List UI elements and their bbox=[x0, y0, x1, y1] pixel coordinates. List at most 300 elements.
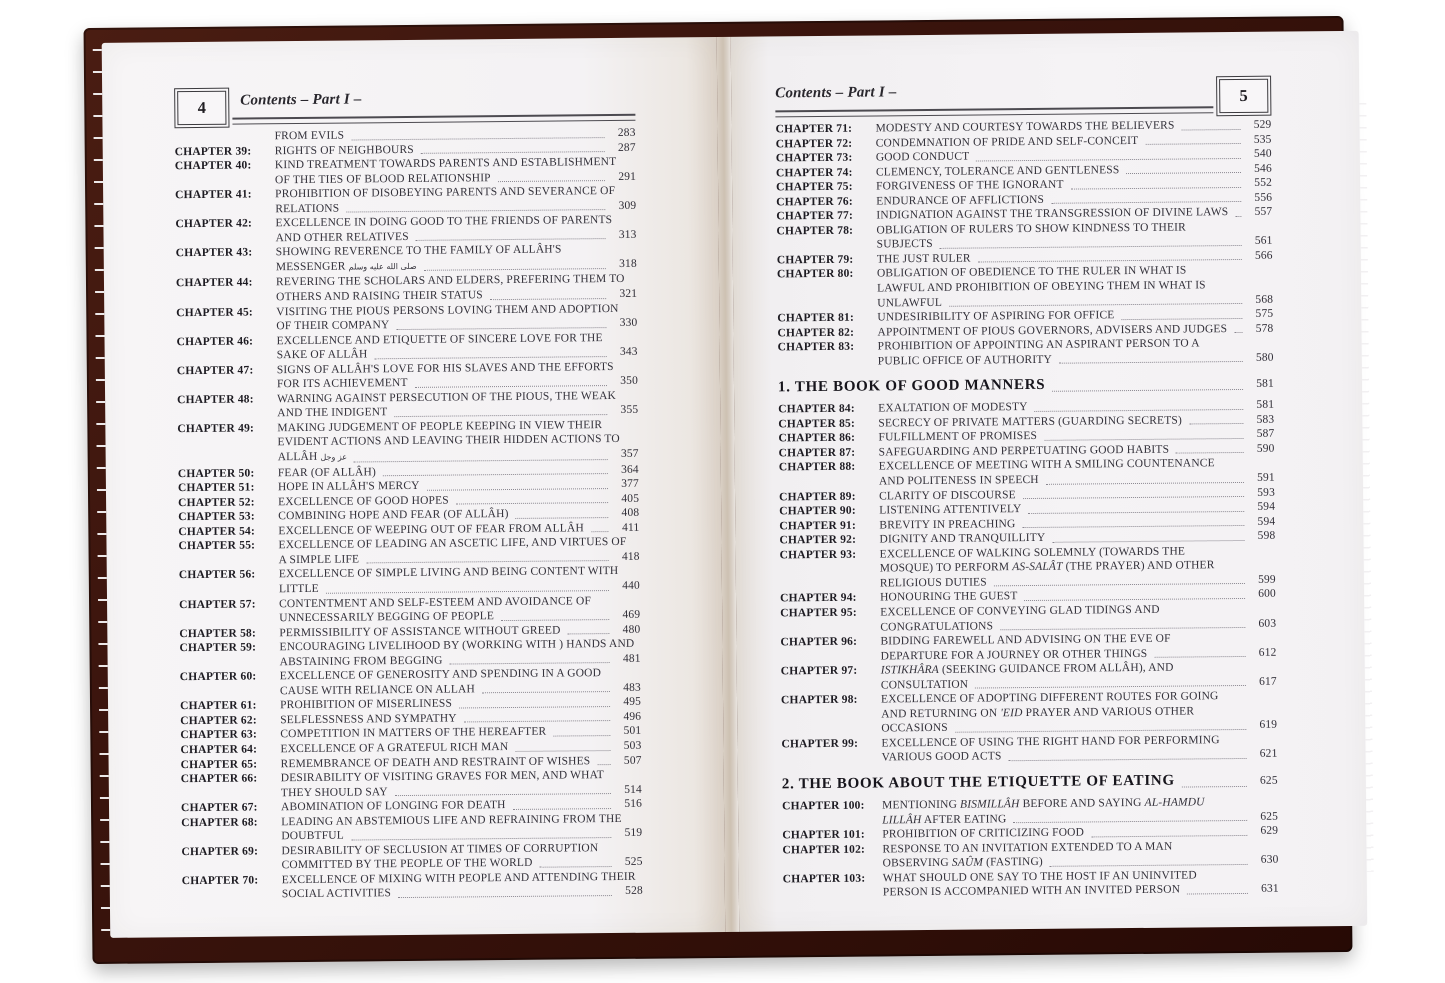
page-ref: 629 bbox=[1260, 824, 1279, 837]
chapter-label: CHAPTER 99: bbox=[781, 737, 859, 751]
dot-leader bbox=[1008, 747, 1246, 761]
toc-line-text: DIGNITY AND TRANQUILLITY bbox=[879, 532, 1046, 546]
page-ref: 552 bbox=[1254, 176, 1273, 190]
toc-entry-body bbox=[880, 602, 1276, 635]
chapter-label: CHAPTER 41: bbox=[175, 188, 252, 202]
toc-entry bbox=[177, 389, 638, 423]
toc-line-text: LITTLE bbox=[278, 582, 319, 596]
chapter-label: CHAPTER 47: bbox=[176, 364, 254, 377]
toc-entry bbox=[776, 219, 1272, 253]
toc-entry-body bbox=[879, 456, 1275, 489]
dot-leader bbox=[1022, 515, 1244, 529]
toc-entry bbox=[176, 301, 637, 335]
chapter-label: CHAPTER 53: bbox=[178, 510, 255, 524]
chapter-label: CHAPTER 58: bbox=[179, 627, 257, 640]
chapter-label: CHAPTER 56: bbox=[178, 568, 256, 582]
page-right bbox=[731, 31, 1367, 932]
toc-entry-body bbox=[281, 841, 642, 874]
toc-line-text: RESPONSE TO AN INVITATION EXTENDED TO A MAN bbox=[882, 840, 1173, 856]
page-ref: 357 bbox=[620, 447, 639, 460]
page-ref: 377 bbox=[621, 477, 639, 491]
page-ref: 418 bbox=[621, 550, 640, 563]
dot-leader bbox=[396, 316, 606, 330]
chapter-label: CHAPTER 73: bbox=[775, 151, 853, 165]
toc-line-text: BIDDING FAREWELL AND ADVISING ON THE EVE OF bbox=[880, 632, 1171, 648]
toc-entry-body bbox=[277, 418, 638, 466]
toc-line-text: FROM EVILS bbox=[274, 129, 345, 143]
toc-entry bbox=[781, 733, 1277, 767]
dot-leader bbox=[976, 147, 1241, 161]
toc-entry bbox=[779, 456, 1275, 490]
toc-entry-body bbox=[280, 666, 641, 699]
toc-line-text: ENCOURAGING LIVELIHOOD BY (WORKING WITH ) HANDS AND bbox=[279, 637, 635, 654]
toc-entry bbox=[181, 841, 642, 875]
page-number-box-left bbox=[174, 88, 229, 129]
toc-line-text: EVIDENT ACTIONS AND LEAVING THEIR HIDDEN ACTIONS TO bbox=[277, 433, 620, 449]
toc-entry bbox=[175, 184, 636, 218]
toc-entry bbox=[781, 689, 1277, 737]
dot-leader bbox=[1121, 307, 1242, 320]
toc-line-text: A SIMPLE LIFE bbox=[278, 553, 360, 567]
toc-line-text: MAKING JUDGEMENT OF PEOPLE KEEPING IN VIEW THEIR bbox=[277, 419, 603, 435]
dot-leader bbox=[567, 623, 609, 635]
toc-line-text: EXCELLENCE OF WALKING SOLEMNLY (TOWARDS THE bbox=[879, 545, 1186, 561]
dot-leader bbox=[398, 884, 612, 898]
toc-entry bbox=[179, 637, 640, 671]
toc-line-text: OBSERVING SAÛM (FASTING) bbox=[882, 856, 1043, 870]
toc-entry-body bbox=[277, 389, 638, 422]
chapter-label: CHAPTER 64: bbox=[180, 743, 258, 757]
toc-line-text: HOPE IN ALLÂH'S MERCY bbox=[277, 479, 420, 494]
page-ref: 617 bbox=[1258, 675, 1277, 688]
toc-line-text: EXALTATION OF MODESTY bbox=[878, 401, 1028, 415]
dot-leader bbox=[366, 550, 609, 564]
dot-leader bbox=[1024, 587, 1245, 601]
dot-leader bbox=[351, 826, 612, 840]
toc-line-text: PERSON IS ACCOMPANIED WITH AN INVITED PERSON bbox=[882, 883, 1181, 899]
running-header-right: Contents – Part I – bbox=[775, 84, 897, 102]
toc-line-text: BREVITY IN PREACHING bbox=[879, 517, 1016, 532]
toc-line-text: RIGHTS OF NEIGHBOURS bbox=[274, 143, 414, 157]
toc-line-text: RELIGIOUS DUTIES bbox=[879, 576, 987, 590]
chapter-label: CHAPTER 63: bbox=[180, 728, 258, 742]
chapter-label: CHAPTER 87: bbox=[778, 446, 856, 460]
toc-line-text: COMBINING HOPE AND FEAR (OF ALLÂH) bbox=[278, 508, 509, 523]
chapter-label: CHAPTER 98: bbox=[780, 693, 858, 707]
toc-entry-body bbox=[276, 242, 637, 276]
toc-line-text: OTHERS AND RAISING THEIR STATUS bbox=[276, 289, 483, 304]
dot-leader bbox=[1046, 471, 1244, 484]
dot-leader bbox=[421, 141, 605, 154]
toc-line-text: EXCELLENCE OF A GRATEFUL RICH MAN bbox=[280, 740, 509, 756]
toc-line-text: HONOURING THE GUEST bbox=[879, 590, 1018, 604]
toc-entry bbox=[783, 867, 1279, 901]
toc-line-text: EXCELLENCE OF USING THE RIGHT HAND FOR PERFORMING bbox=[881, 734, 1220, 750]
running-header-left: Contents – Part I – bbox=[240, 91, 362, 109]
chapter-label: CHAPTER 95: bbox=[780, 606, 857, 620]
chapter-label: CHAPTER 62: bbox=[180, 714, 257, 728]
toc-entry-body bbox=[278, 535, 639, 568]
dot-leader bbox=[1028, 500, 1244, 514]
dot-leader bbox=[464, 710, 611, 723]
toc-line bbox=[282, 884, 643, 902]
toc-line-text: RELATIONS bbox=[275, 202, 340, 215]
dot-leader bbox=[955, 718, 1246, 732]
page-ref: 580 bbox=[1255, 351, 1274, 364]
toc-entry-body bbox=[880, 631, 1276, 664]
toc-line-text: UNNECESSARILY BEGGING OF PEOPLE bbox=[279, 610, 495, 625]
toc-line-text: DESIRABILITY OF VISITING GRAVES FOR MEN, AND WHAT bbox=[280, 769, 604, 785]
dot-leader bbox=[482, 681, 610, 694]
page-ref: 546 bbox=[1254, 162, 1272, 175]
page-ref: 525 bbox=[624, 856, 643, 869]
dot-leader bbox=[591, 521, 609, 533]
toc-line-text: CONDEMNATION OF PRIDE AND SELF-CONCEIT bbox=[875, 134, 1139, 150]
toc-entry bbox=[181, 811, 642, 845]
toc-line-text: SAKE OF ALLÂH bbox=[276, 348, 368, 362]
page-ref: 587 bbox=[1256, 428, 1275, 441]
page-ref: 405 bbox=[621, 492, 640, 505]
dot-leader bbox=[994, 573, 1245, 587]
toc-line-text: REMEMBRANCE OF DEATH AND RESTRAINT OF WISHES bbox=[280, 754, 591, 770]
page-number-right: 5 bbox=[1239, 85, 1248, 105]
toc-line-text: THE JUST RULER bbox=[876, 252, 971, 266]
chapter-label: CHAPTER 57: bbox=[179, 597, 256, 611]
toc-line-text: WARNING AGAINST PERSECUTION OF THE PIOUS, THE WEAK bbox=[277, 389, 617, 406]
toc-entry-body bbox=[276, 301, 637, 334]
arabic-honorific: صلى الله عليه وسلم bbox=[348, 261, 417, 272]
page-ref: 408 bbox=[621, 506, 640, 520]
chapter-label: CHAPTER 92: bbox=[779, 533, 857, 547]
toc-line-text: CAUSE WITH RELIANCE ON ALLAH bbox=[279, 683, 475, 697]
toc-entry-body bbox=[878, 336, 1274, 369]
toc-entry-body bbox=[279, 564, 640, 597]
toc-line-text: ENDURANCE OF AFFLICTIONS bbox=[876, 193, 1045, 208]
table-of-contents-right bbox=[775, 118, 1278, 902]
toc-entry bbox=[778, 336, 1274, 370]
toc-line-text: SELFLESSNESS AND SYMPATHY bbox=[280, 712, 457, 727]
page-ref: 519 bbox=[624, 826, 643, 840]
chapter-label: CHAPTER 69: bbox=[181, 845, 259, 858]
toc-entry bbox=[782, 838, 1278, 872]
toc-line-text: SECRECY OF PRIVATE MATTERS (GUARDING SECRETS) bbox=[878, 414, 1182, 430]
toc-line-text: AND POLITENESS IN SPEECH bbox=[878, 473, 1039, 488]
dot-leader bbox=[351, 126, 605, 140]
page-ref: 495 bbox=[623, 696, 642, 709]
dot-leader bbox=[394, 403, 607, 417]
toc-entry-body bbox=[277, 360, 638, 393]
toc-entry bbox=[181, 768, 642, 802]
page-ref: 503 bbox=[623, 739, 642, 752]
toc-entry-body bbox=[276, 330, 637, 363]
chapter-label: CHAPTER 39: bbox=[174, 145, 252, 158]
chapter-label: CHAPTER 55: bbox=[178, 539, 256, 553]
chapter-label: CHAPTER 102: bbox=[782, 843, 866, 857]
page-ref: 309 bbox=[618, 199, 637, 212]
toc-line-text: ABSTAINING FROM BEGGING bbox=[279, 654, 443, 668]
toc-entry-body bbox=[881, 689, 1277, 736]
toc-line-text: COMPETITION IN MATTERS OF THE HEREAFTER bbox=[280, 726, 547, 741]
chapter-label: CHAPTER 83: bbox=[777, 340, 855, 354]
toc-line-text: PROHIBITION OF DISOBEYING PARENTS AND SEVERANCE OF bbox=[275, 185, 616, 201]
chapter-label: CHAPTER 103: bbox=[782, 872, 866, 886]
toc-entry bbox=[176, 242, 637, 277]
toc-entry bbox=[175, 155, 636, 189]
chapter-label: CHAPTER 67: bbox=[180, 801, 258, 815]
header-rule-left bbox=[232, 114, 635, 125]
chapter-label: CHAPTER 82: bbox=[777, 326, 855, 340]
toc-line-text: COMMITTED BY THE PEOPLE OF THE WORLD bbox=[281, 857, 533, 872]
dot-leader bbox=[1189, 413, 1243, 425]
chapter-label: CHAPTER 85: bbox=[778, 417, 856, 431]
toc-entry bbox=[781, 660, 1277, 694]
toc-line-text: CONSULTATION bbox=[880, 678, 969, 692]
toc-line-text: SAFEGUARDING AND PERPETUATING GOOD HABITS bbox=[878, 443, 1170, 459]
toc-line-text: CLARITY OF DISCOURSE bbox=[879, 488, 1016, 503]
toc-line-text: AND RETURNING ON 'EID PRAYER AND VARIOUS OTHER bbox=[881, 705, 1195, 721]
dot-leader bbox=[515, 506, 608, 518]
toc-line-text: SUBJECTS bbox=[876, 238, 933, 251]
toc-line-text: MENTIONING BISMILLÂH BEFORE AND SAYING AL-HAMDU bbox=[881, 796, 1205, 812]
chapter-label: CHAPTER 54: bbox=[178, 525, 256, 538]
toc-entry bbox=[780, 631, 1276, 665]
section-title: 2. THE BOOK ABOUT THE ETIQUETTE OF EATING bbox=[781, 772, 1175, 793]
toc-entry-body bbox=[281, 768, 642, 801]
page-number-left: 4 bbox=[197, 97, 207, 117]
page-ref: 581 bbox=[1256, 377, 1274, 391]
page-ref: 625 bbox=[1259, 774, 1278, 787]
toc-line-text: VISITING THE PIOUS PERSONS LOVING THEM AND ADOPTION bbox=[276, 302, 619, 318]
page-ref: 594 bbox=[1257, 515, 1276, 528]
dot-leader bbox=[424, 257, 606, 271]
page-ref: 557 bbox=[1254, 205, 1273, 219]
chapter-label: CHAPTER 90: bbox=[779, 504, 856, 518]
chapter-label: CHAPTER 76: bbox=[776, 195, 853, 209]
page-ref: 593 bbox=[1257, 486, 1275, 499]
dot-leader bbox=[1013, 809, 1247, 823]
dot-leader bbox=[553, 724, 610, 736]
toc-entry-body bbox=[882, 838, 1278, 871]
toc-line-text: EXCELLENCE IN DOING GOOD TO THE FRIENDS OF PARENTS bbox=[275, 214, 613, 230]
page-ref: 594 bbox=[1257, 500, 1276, 513]
chapter-label: CHAPTER 96: bbox=[780, 635, 858, 649]
toc-entry-body bbox=[877, 263, 1273, 310]
toc-entry-body bbox=[276, 272, 637, 305]
chapter-label: CHAPTER 91: bbox=[779, 519, 857, 533]
page-ref: 599 bbox=[1258, 573, 1276, 586]
toc-line-text: OBLIGATION OF RULERS TO SHOW KINDNESS TO THEIR bbox=[876, 221, 1186, 237]
toc-line-text: SHOWING REVERENCE TO THE FAMILY OF ALLÂH'S bbox=[275, 243, 562, 259]
chapter-label: CHAPTER 52: bbox=[178, 496, 255, 509]
chapter-label: CHAPTER 44: bbox=[175, 276, 253, 290]
dot-leader bbox=[326, 579, 609, 593]
chapter-label: CHAPTER 50: bbox=[177, 467, 255, 480]
toc-line-text: EXCELLENCE OF GOOD HOPES bbox=[278, 494, 449, 508]
toc-line-text: UNLAWFUL bbox=[877, 296, 943, 310]
toc-entry-body bbox=[881, 660, 1277, 693]
page-header-left bbox=[174, 84, 635, 128]
toc-entry bbox=[175, 213, 636, 247]
toc-line-text: AND OTHER RELATIVES bbox=[275, 230, 409, 245]
page-ref: 514 bbox=[624, 783, 642, 796]
chapter-label: CHAPTER 42: bbox=[175, 217, 253, 231]
chapter-label: CHAPTER 66: bbox=[180, 772, 258, 786]
toc-line-text: MESSENGER صلى الله عليه وسلم bbox=[275, 260, 417, 274]
toc-line-text: CLEMENCY, TOLERANCE AND GENTLENESS bbox=[875, 163, 1120, 179]
toc-line-text: VARIOUS GOOD ACTS bbox=[881, 750, 1002, 764]
toc-entry-body bbox=[279, 637, 640, 670]
chapter-label: CHAPTER 77: bbox=[776, 209, 854, 223]
dot-leader bbox=[1126, 162, 1241, 175]
toc-line-text: WHAT SHOULD ONE SAY TO THE HOST IF AN UNINVITED bbox=[882, 869, 1197, 885]
dot-leader bbox=[1050, 853, 1248, 866]
page-ref: 291 bbox=[618, 170, 637, 183]
toc-line-text: ABOMINATION OF LONGING FOR DEATH bbox=[280, 799, 506, 814]
dot-leader bbox=[1052, 374, 1243, 392]
chapter-label: CHAPTER 48: bbox=[177, 393, 254, 407]
toc-line bbox=[878, 350, 1274, 368]
toc-entry-body bbox=[882, 795, 1278, 828]
page-ref: 578 bbox=[1255, 322, 1274, 335]
toc-line-text: PROHIBITION OF MISERLINESS bbox=[279, 697, 453, 712]
page-left bbox=[102, 37, 726, 938]
toc-entry-body bbox=[281, 811, 642, 844]
toc-line-text: PROHIBITION OF CRITICIZING FOOD bbox=[882, 826, 1085, 841]
page-ref: 321 bbox=[619, 287, 638, 300]
toc-section-heading bbox=[782, 771, 1278, 796]
toc-line-text: LILLÂH AFTER EATING bbox=[882, 812, 1007, 826]
chapter-label: CHAPTER 101: bbox=[782, 828, 865, 842]
toc-line-text: SIGNS OF ALLÂH'S LOVE FOR HIS SLAVES AND THE EFFORTS bbox=[276, 360, 614, 376]
chapter-label: CHAPTER 71: bbox=[775, 122, 853, 136]
page-ref: 600 bbox=[1258, 588, 1276, 601]
chapter-label: CHAPTER 40: bbox=[174, 159, 252, 173]
page-ref: 583 bbox=[1256, 413, 1275, 426]
toc-line-text: DOUBTFUL bbox=[281, 829, 344, 843]
toc-line-text: FORGIVENESS OF THE IGNORANT bbox=[876, 178, 1064, 193]
page-ref: 480 bbox=[622, 623, 641, 636]
page-ref: 287 bbox=[617, 141, 636, 154]
toc-entry-body bbox=[279, 593, 640, 626]
dot-leader bbox=[416, 228, 606, 241]
page-ref: 631 bbox=[1260, 882, 1279, 896]
page-ref: 561 bbox=[1254, 235, 1273, 248]
dot-leader bbox=[498, 170, 605, 183]
chapter-label: CHAPTER 68: bbox=[181, 816, 258, 829]
dot-leader bbox=[1071, 176, 1241, 189]
toc-line-text: LAWFUL AND PROHIBITION OF OBEYING THEM IN WHAT IS bbox=[877, 279, 1206, 295]
page-ref: 603 bbox=[1258, 617, 1277, 630]
dot-leader bbox=[1187, 882, 1248, 894]
dot-leader bbox=[1091, 824, 1247, 837]
toc-entry-body bbox=[275, 213, 636, 246]
arabic-honorific: عز وجل bbox=[320, 452, 348, 462]
toc-line bbox=[883, 882, 1279, 900]
toc-line-text: EXCELLENCE OF MEETING WITH A SMILING COUNTENANCE bbox=[878, 457, 1215, 473]
page-ref: 568 bbox=[1255, 293, 1274, 306]
dot-leader bbox=[456, 492, 608, 505]
page-number-box-right bbox=[1216, 76, 1271, 117]
chapter-label: CHAPTER 80: bbox=[776, 268, 854, 281]
chapter-label: CHAPTER 75: bbox=[776, 180, 853, 194]
chapter-label: CHAPTER 100: bbox=[781, 799, 865, 813]
chapter-label: CHAPTER 61: bbox=[179, 699, 257, 713]
page-ref: 501 bbox=[623, 725, 642, 738]
dot-leader bbox=[354, 447, 608, 462]
chapter-label: CHAPTER 78: bbox=[776, 224, 854, 238]
page-ref: 556 bbox=[1254, 191, 1273, 204]
dot-leader bbox=[1023, 486, 1244, 500]
dot-leader bbox=[1051, 191, 1241, 204]
chapter-label: CHAPTER 74: bbox=[775, 166, 853, 180]
page-ref: 481 bbox=[622, 652, 641, 665]
chapter-label: CHAPTER 81: bbox=[777, 311, 855, 325]
toc-entry bbox=[780, 543, 1276, 591]
toc-entry bbox=[180, 666, 641, 700]
page-ref: 318 bbox=[619, 257, 637, 270]
page-ref: 590 bbox=[1256, 442, 1275, 455]
chapter-label: CHAPTER 88: bbox=[778, 461, 856, 474]
page-ref: 621 bbox=[1259, 748, 1278, 761]
dot-leader bbox=[949, 293, 1242, 307]
page-ref: 364 bbox=[621, 463, 639, 476]
toc-entry-body bbox=[275, 155, 636, 188]
toc-line-text: FEAR (OF ALLÂH) bbox=[277, 465, 376, 479]
page-ref: 540 bbox=[1253, 147, 1272, 160]
toc-line-text: KIND TREATMENT TOWARDS PARENTS AND ESTABLISHMENT bbox=[274, 156, 617, 172]
page-ref: 411 bbox=[622, 521, 640, 534]
toc-entry bbox=[178, 535, 639, 569]
dot-leader bbox=[1035, 398, 1244, 412]
page-ref: 283 bbox=[617, 126, 636, 139]
page-ref: 440 bbox=[622, 579, 640, 592]
toc-line-text: OF THEIR COMPANY bbox=[276, 319, 390, 333]
toc-line bbox=[882, 747, 1278, 765]
chapter-label: CHAPTER 60: bbox=[179, 670, 257, 684]
dot-leader bbox=[1000, 616, 1245, 630]
toc-line-text: AND THE INDIGENT bbox=[277, 406, 388, 420]
toc-line-text: CONGRATULATIONS bbox=[880, 619, 994, 633]
toc-entry-body bbox=[282, 870, 643, 903]
section-title: 1. THE BOOK OF GOOD MANNERS bbox=[777, 377, 1046, 396]
page-ref: 612 bbox=[1258, 646, 1277, 659]
toc-line-text: OF THE TIES OF BLOOD RELATIONSHIP bbox=[274, 171, 491, 186]
toc-line-text: APPOINTMENT OF PIOUS GOVERNORS, ADVISERS AND JUDGES bbox=[877, 322, 1228, 339]
dot-leader bbox=[1059, 351, 1243, 364]
chapter-label: CHAPTER 93: bbox=[779, 548, 857, 562]
page-ref: 625 bbox=[1260, 810, 1279, 823]
dot-leader bbox=[975, 675, 1246, 689]
page-ref: 528 bbox=[625, 885, 643, 898]
dot-leader bbox=[515, 739, 610, 751]
dot-leader bbox=[1052, 529, 1244, 542]
toc-line-text: CONTENTMENT AND SELF-ESTEEM AND AVOIDANCE OF bbox=[279, 594, 592, 610]
dot-leader bbox=[346, 199, 605, 213]
toc-entry-body bbox=[880, 543, 1276, 590]
header-rule-right bbox=[775, 106, 1213, 117]
dot-leader bbox=[383, 463, 608, 477]
toc-section-heading bbox=[778, 374, 1274, 399]
page-ref: 535 bbox=[1253, 133, 1272, 146]
toc-entry bbox=[176, 272, 637, 306]
page-ref: 483 bbox=[623, 681, 641, 694]
toc-line-text: OCCASIONS bbox=[881, 722, 948, 735]
page-ref: 598 bbox=[1257, 529, 1276, 543]
chapter-label: CHAPTER 72: bbox=[775, 137, 853, 150]
page-ref: 350 bbox=[620, 375, 639, 388]
dot-leader bbox=[513, 797, 612, 809]
toc-line-text: MODESTY AND COURTESY TOWARDS THE BELIEVERS bbox=[875, 119, 1175, 135]
